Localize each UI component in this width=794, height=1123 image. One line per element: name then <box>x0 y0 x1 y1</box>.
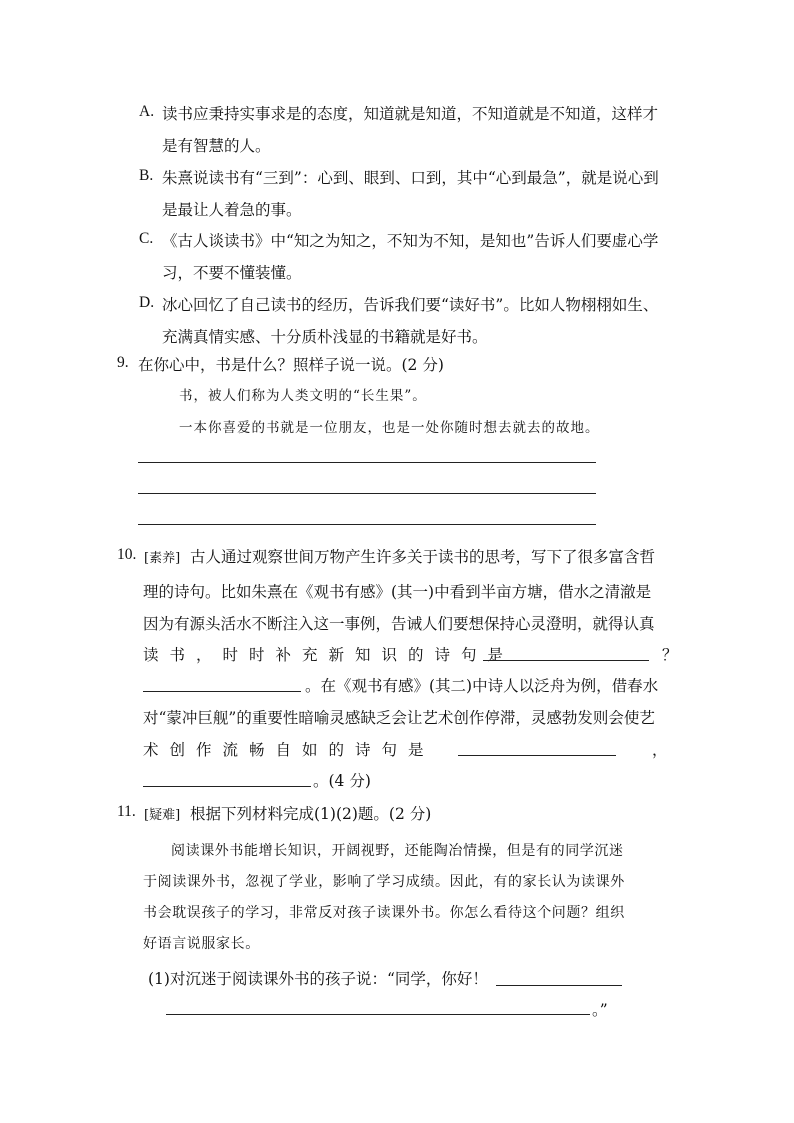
answer-line[interactable] <box>138 493 596 494</box>
paragraph-punct: 。” <box>592 1001 608 1019</box>
option-text: 习，不要不懂装懂。 <box>162 264 302 282</box>
question-stem: 在你心中，书是什么？照样子说一说。(2 分) <box>138 356 444 374</box>
paragraph-line: 古人通过观察世间万物产生许多关于读书的思考，写下了很多富含哲 <box>190 548 656 566</box>
question-number: 10. <box>117 546 137 563</box>
question-tag: [疑难] <box>144 808 181 823</box>
question-tag: [素养] <box>144 551 181 566</box>
option-label: D. <box>139 294 155 311</box>
option-text: 《古人谈读书》中“知之为知之，不知为不知，是知也”告诉人们要虚心学 <box>162 232 659 250</box>
paragraph-line: 。在《观书有感》(其二)中诗人以泛舟为例，借春水 <box>305 677 659 695</box>
option-text: 读书应秉持实事求是的态度，知道就是知道，不知道就是不知道，这样才 <box>162 105 659 123</box>
paragraph-line: 理的诗句。比如朱熹在《观书有感》(其一)中看到半亩方塘，借水之清澈是 <box>143 583 652 601</box>
paragraph-line: 对“蒙冲巨舰”的重要性暗喻灵感缺乏会让艺术创作停滞，灵感勃发则会使艺 <box>143 709 655 727</box>
paragraph-line: 读书，时时补充新知识的诗句是 <box>143 646 515 664</box>
paragraph-line: 术创作流畅自如的诗句是 <box>143 741 435 759</box>
question-number: 11. <box>117 803 136 820</box>
answer-line[interactable] <box>138 524 596 525</box>
answer-line[interactable] <box>138 462 596 463</box>
paragraph-line: 。(4 分) <box>313 772 371 790</box>
example-sentence: 一本你喜爱的书就是一位朋友，也是一处你随时想去就去的故地。 <box>179 420 600 436</box>
example-sentence: 书，被人们称为人类文明的“长生果”。 <box>179 388 427 404</box>
material-line: 书会耽误孩子的学习，非常反对孩子读课外书。你怎么看待这个问题？组织 <box>143 905 625 921</box>
material-line: 好语言说服家长。 <box>143 936 260 952</box>
material-line: 于阅读课外书，忽视了学业，影响了学习成绩。因此，有的家长认为读课外 <box>143 874 625 890</box>
paragraph-punct: ？ <box>662 646 678 664</box>
fill-blank[interactable] <box>458 755 616 756</box>
option-text: 是有智慧的人。 <box>162 137 271 155</box>
option-label: A. <box>139 103 155 120</box>
paragraph-line: 因为有源头活水不断注入这一事例，告诫人们要想保持心灵澄明，就得认真 <box>143 615 655 633</box>
question-number: 9. <box>117 354 129 371</box>
question-stem: 根据下列材料完成(1)(2)题。(2 分) <box>190 805 432 823</box>
option-text: 冰心回忆了自己读书的经历，告诉我们要“读好书”。比如人物栩栩如生、 <box>162 296 659 314</box>
option-label: C. <box>139 230 154 247</box>
fill-blank[interactable] <box>496 985 622 986</box>
option-text: 朱熹说读书有“三到”：心到、眼到、口到，其中“心到最急”，就是说心到 <box>162 169 659 187</box>
fill-blank[interactable] <box>143 691 301 692</box>
fill-blank[interactable] <box>143 786 311 787</box>
fill-blank[interactable] <box>483 660 649 661</box>
sub-question: (1)对沉迷于阅读课外书的孩子说：“同学，你好！ <box>148 970 488 988</box>
option-text: 是最让人着急的事。 <box>162 201 302 219</box>
option-text: 充满真情实感、十分质朴浅显的书籍就是好书。 <box>162 328 488 346</box>
option-label: B. <box>139 167 154 184</box>
material-line: 阅读课外书能增长知识，开阔视野，还能陶冶情操，但是有的同学沉迷 <box>171 843 624 859</box>
fill-blank[interactable] <box>166 1014 590 1015</box>
paragraph-punct: ， <box>652 741 668 759</box>
